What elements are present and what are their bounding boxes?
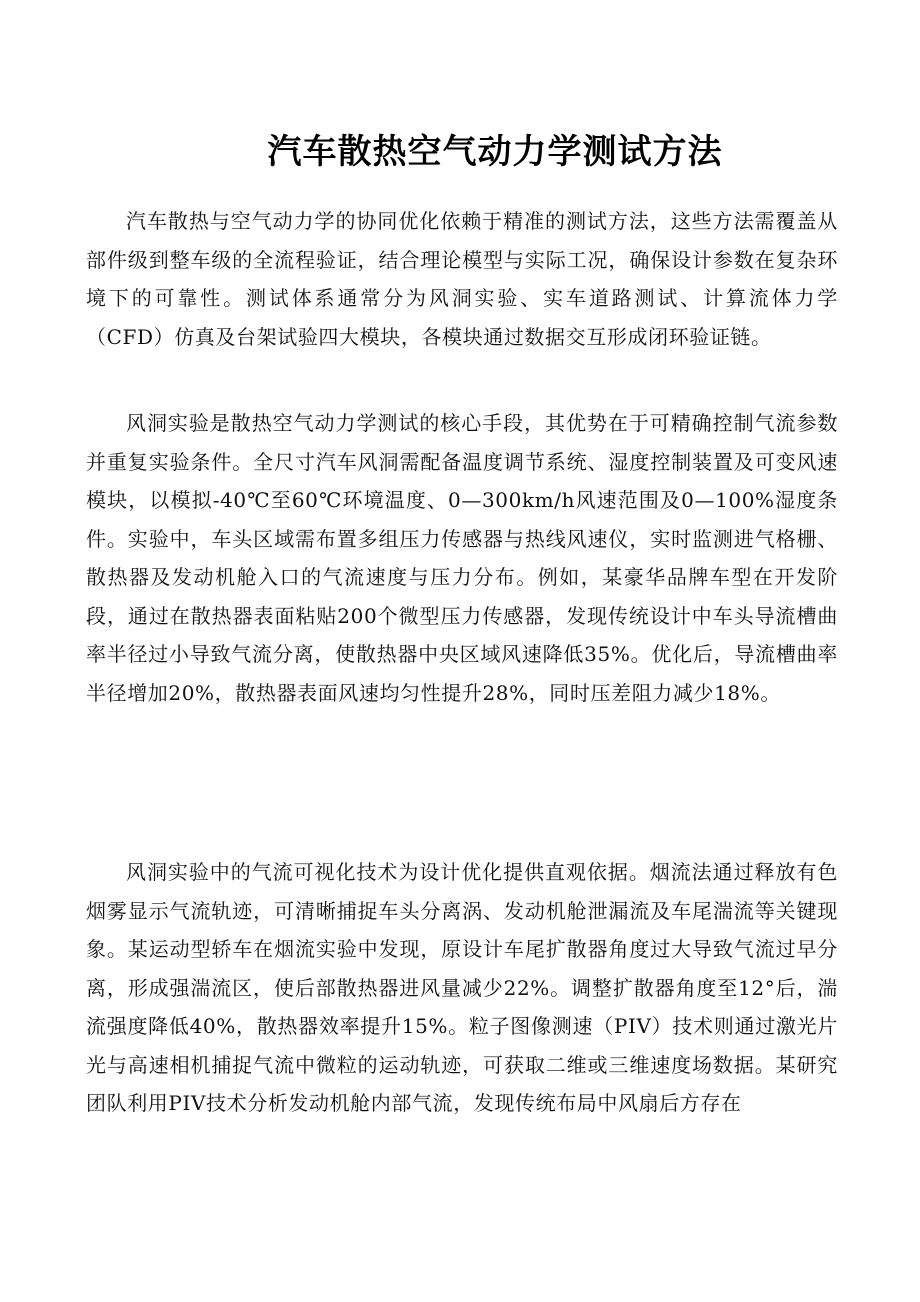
document-title: 汽车散热空气动力学测试方法 [267, 132, 723, 172]
paragraph-flow-visualization: 风洞实验中的气流可视化技术为设计优化提供直观依据。烟流法通过释放有色烟雾显示气流轨迹，可清晰捕捉车头分离涡、发动机舱泄漏流及车尾湍流等关键现象。某运动型轿车在烟流实验中发现，原设计车尾扩散器角度过大导致气流过早分离，形成强湍流区，使后部散热器进风量减少22%。调整扩散器角度至12°后，湍流强度降低40%，散热器效率提升15%。粒子图像测速（PIV）技术则通过激光片光与高速相机捕捉气流中微粒的运动轨迹，可获取二维或三维速度场数据。某研究团队利用PIV技术分析发动机舱内部气流，发现传统布局中风扇后方存在 [86, 860, 838, 1115]
paragraph-wind-tunnel: 风洞实验是散热空气动力学测试的核心手段，其优势在于可精确控制气流参数并重复实验条件。全尺寸汽车风洞需配备温度调节系统、湿度控制装置及可变风速模块，以模拟-40℃至60℃环境温度、0—300km/h风速范围及0—100%湿度条件。实验中，车头区域需布置多组压力传感器与热线风速仪，实时监测进气格栅、散热器及发动机舱入口的气流速度与压力分布。例如，某豪华品牌车型在开发阶段，通过在散热器表面粘贴200个微型压力传感器，发现传统设计中车头导流槽曲率半径过小导致气流分离，使散热器中央区域风速降低35%。优化后，导流槽曲率半径增加20%，散热器表面风速均匀性提升28%，同时压差阻力减少18%。 [86, 411, 838, 705]
paragraph-intro: 汽车散热与空气动力学的协同优化依赖于精准的测试方法，这些方法需覆盖从部件级到整车级的全流程验证，结合理论模型与实际工况，确保设计参数在复杂环境下的可靠性。测试体系通常分为风洞实验、实车道路测试、计算流体力学（CFD）仿真及台架试验四大模块，各模块通过数据交互形成闭环验证链。 [86, 209, 838, 349]
